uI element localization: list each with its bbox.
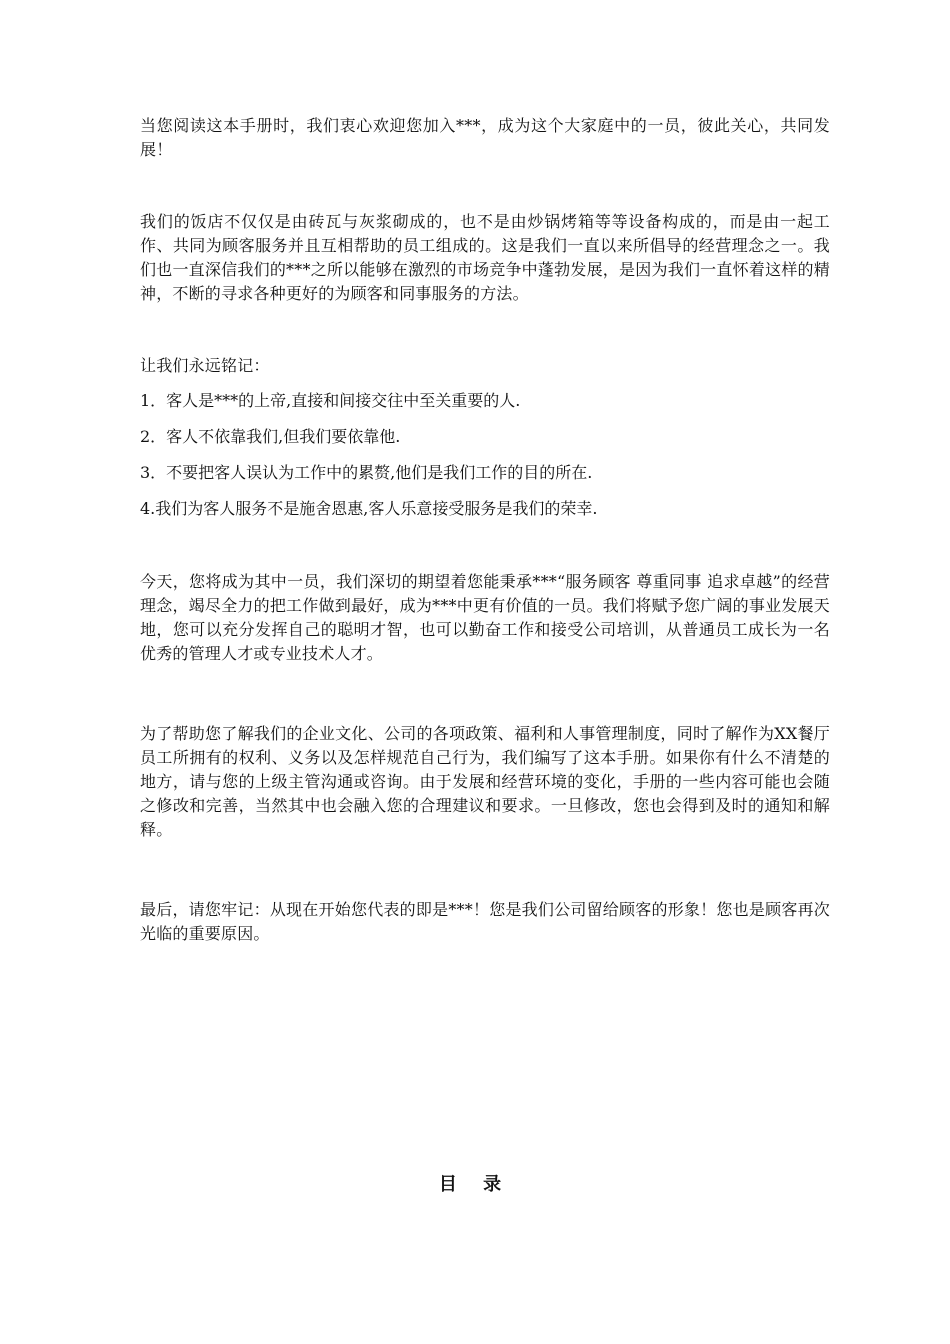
welcome-paragraph: 当您阅读这本手册时，我们衷心欢迎您加入***，成为这个大家庭中的一员，彼此关心，共同发展！ [140,116,830,159]
philosophy-paragraph: 我们的饭店不仅仅是由砖瓦与灰浆砌成的，也不是由炒锅烤箱等等设备构成的，而是由一起工作、共同为顾客服务并且互相帮助的员工组成的。这是我们一直以来所倡导的经营理念之一。我们也一直深信我们的***之所以能够在激烈的市场竞争中蓬勃发展，是因为我们一直怀着这样的精神，不断的寻求各种更好的为顾客和同事服务的方法。 [140,212,830,303]
today-paragraph: 今天，您将成为其中一员，我们深切的期望着您能秉承***“服务顾客 尊重同事 追求卓越”的经营理念，竭尽全力的把工作做到最好，成为***中更有价值的一员。我们将赋予您广阔的事业发展天地，您可以充分发挥自己的聪明才智，也可以勤奋工作和接受公司培训，从普通员工成长为一名优秀的管理人才或专业技术人才。 [140,572,830,663]
purpose-paragraph: 为了帮助您了解我们的企业文化、公司的各项政策、福利和人事管理制度，同时了解作为XX餐厅员工所拥有的权利、义务以及怎样规范自己行为，我们编写了这本手册。如果你有什么不清楚的地方，请与您的上级主管沟通或咨询。由于发展和经营环境的变化，手册的一些内容可能也会随之修改和完善，当然其中也会融入您的合理建议和要求。一旦修改，您也会得到及时的通知和解释。 [140,724,830,839]
remember-intro: 让我们永远铭记： [140,356,270,375]
maxim-item-2: 2．客人不依靠我们,但我们要依靠他. [140,427,401,446]
maxim-item-3: 3．不要把客人误认为工作中的累赘,他们是我们工作的目的所在. [140,463,593,482]
toc-title: 目 录 [438,1174,512,1195]
finally-paragraph: 最后，请您牢记：从现在开始您代表的即是***！您是我们公司留给顾客的形象！您也是顾客再次光临的重要原因。 [140,900,830,943]
maxim-item-4: 4.我们为客人服务不是施舍恩惠,客人乐意接受服务是我们的荣幸. [140,499,598,518]
maxim-item-1: 1．客人是***的上帝,直接和间接交往中至关重要的人. [140,391,521,410]
